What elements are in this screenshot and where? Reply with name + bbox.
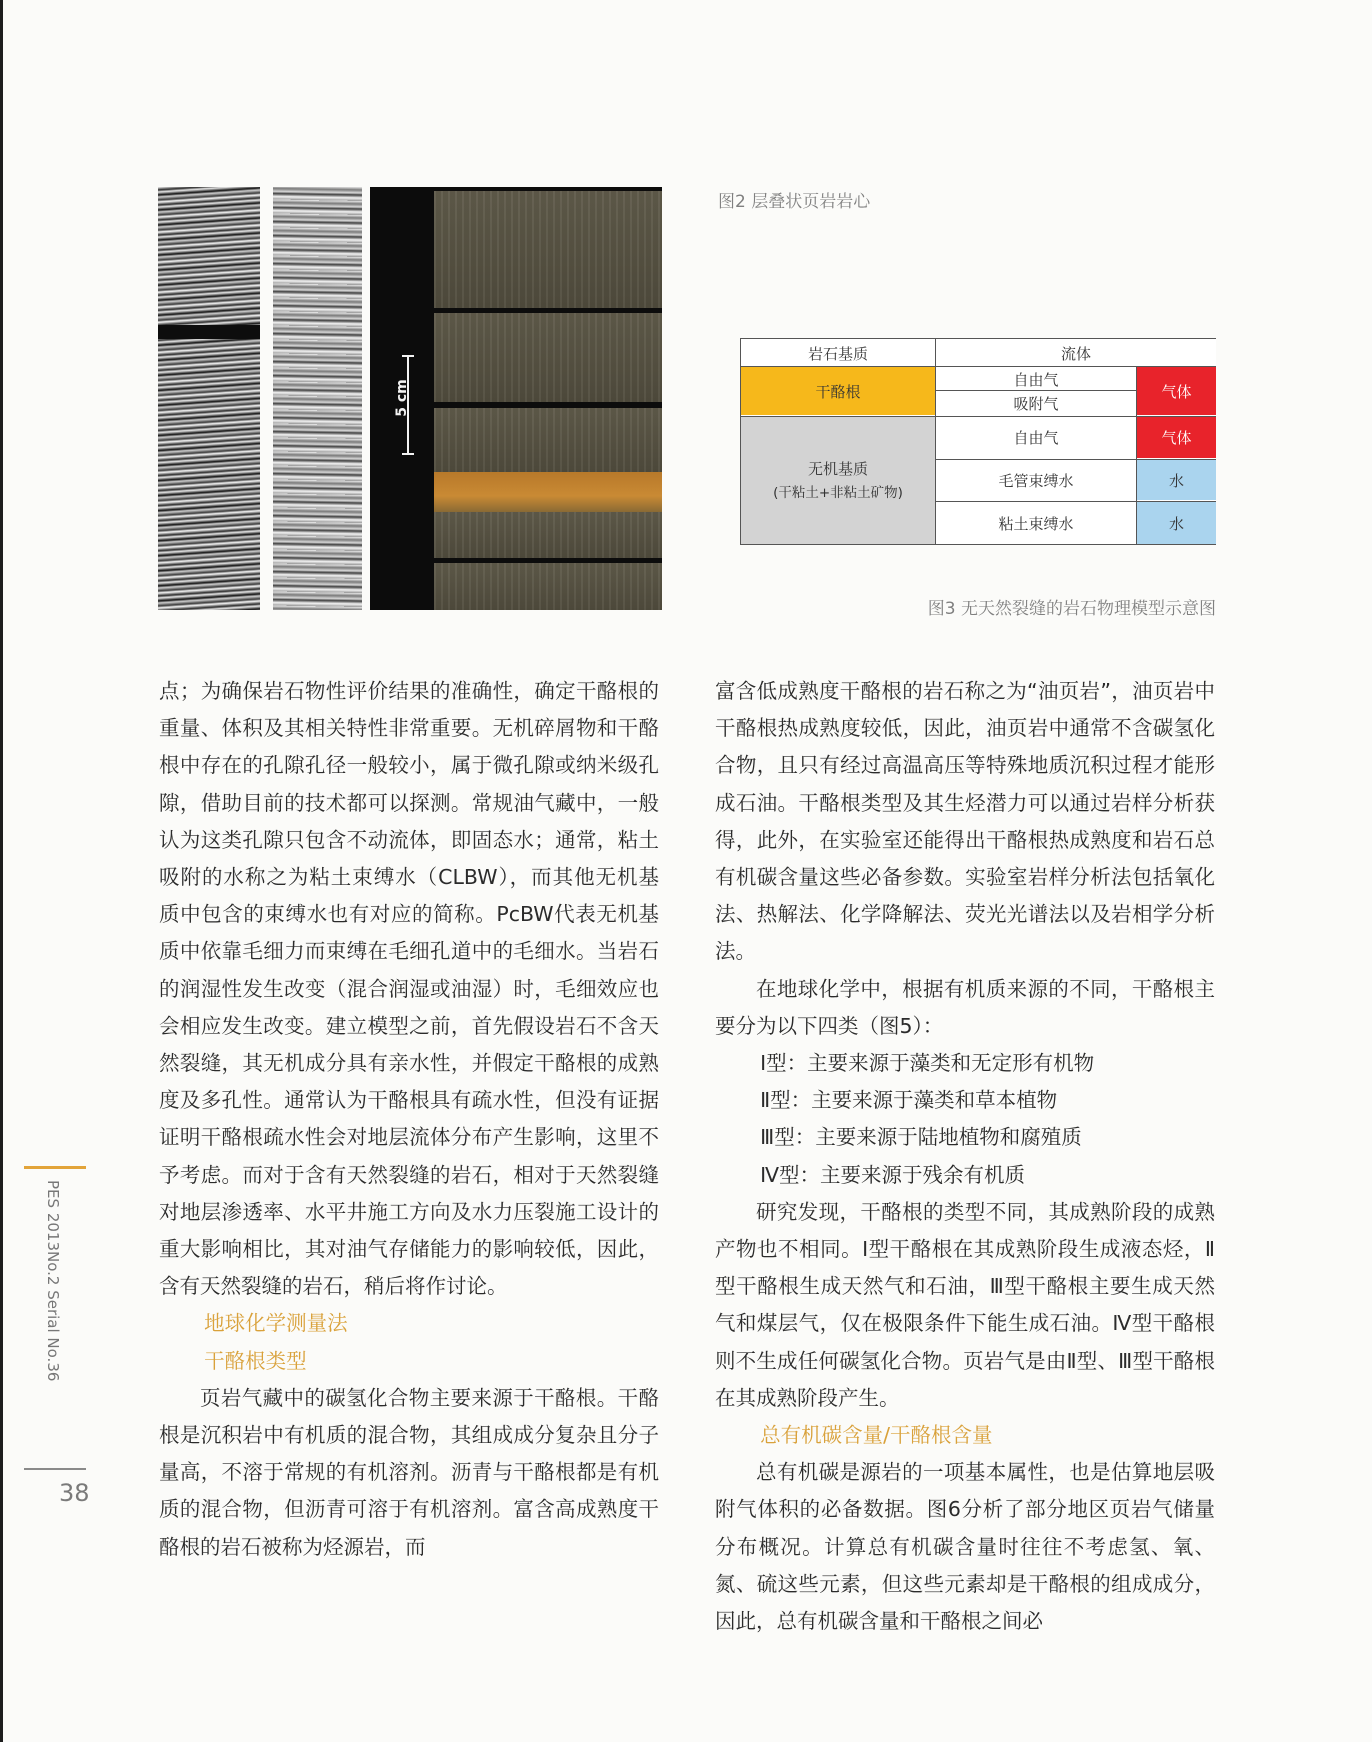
inorganic-label: 无机基质	[807, 459, 868, 478]
core-segment	[434, 512, 662, 558]
gas-cell-2: 气体	[1137, 417, 1216, 458]
water-cell-2: 水	[1137, 502, 1216, 544]
core-segment	[434, 408, 662, 472]
kerogen-cell: 干酪根	[741, 367, 935, 415]
water-cell-1: 水	[1137, 460, 1216, 500]
core-segment-amber	[434, 472, 662, 512]
list-item: Ⅰ型：主要来源于藻类和无定形有机物	[760, 1051, 1095, 1076]
core-scan-strip-2	[273, 187, 362, 610]
core-photo-strip	[370, 187, 662, 610]
page-number: 38	[59, 1479, 90, 1507]
table-line	[935, 339, 936, 544]
table-line	[936, 459, 1216, 460]
list-item: Ⅱ型：主要来源于藻类和草本植物	[760, 1088, 1058, 1113]
scale-label: 5 cm	[394, 379, 410, 417]
figure-3-caption: 图3 无天然裂缝的岩石物理模型示意图	[927, 599, 1216, 619]
table-line	[1136, 367, 1137, 544]
paragraph: 页岩气藏中的碳氢化合物主要来源于干酪根。干酪根是沉积岩中有机质的混合物，其组成成分复杂且分子量高，不溶于常规的有机溶剂。沥青与干酪根都是有机质的混合物，但沥青可溶于有机溶剂。富含高成熟度干酪根的岩石被称为烃源岩，而	[159, 1385, 659, 1559]
capillary-water-cell: 毛管束缚水	[998, 471, 1074, 490]
inorganic-matrix-cell	[741, 417, 935, 544]
paragraph: 富含低成熟度干酪根的岩石称之为“油页岩”，油页岩中干酪根热成熟度较低，因此，油页岩中通常不含碳氢化合物，且只有经过高温高压等特殊地质沉积过程才能形成石油。干酪根类型及其生烃潜力可以通过岩样分析获得，此外，在实验室还能得出干酪根热成熟度和岩石总有机碳含量这些必备参数。实验室岩样分析法包括氧化法、热解法、化学降解法、荧光光谱法以及岩相学分析法。	[715, 679, 1215, 964]
paragraph: 总有机碳是源岩的一项基本属性，也是估算地层吸附气体积的必备数据。图6分析了部分地区页岩气储量分布概况。计算总有机碳含量时往往不考虑氢、氧、氮、硫这些元素，但这些元素却是干酪根的组成成分，因此，总有机碳含量和干酪根之间必	[715, 1460, 1215, 1634]
paragraph: 研究发现，干酪根的类型不同，其成熟阶段的成熟产物也不相同。Ⅰ型干酪根在其成熟阶段生成液态烃，Ⅱ型干酪根生成天然气和石油，Ⅲ型干酪根主要生成天然气和煤层气，仅在极限条件下能生成石油。Ⅳ型干酪根则不生成任何碳氢化合物。页岩气是由Ⅱ型、Ⅲ型干酪根在其成熟阶段产生。	[715, 1199, 1215, 1410]
table-line	[936, 390, 1136, 391]
figure-2-caption: 图2 层叠状页岩岩心	[718, 192, 871, 212]
page-edge	[0, 0, 3, 1742]
margin-accent-line	[24, 1166, 86, 1169]
subsection-heading: 总有机碳含量/干酪根含量	[760, 1423, 993, 1448]
table-line	[741, 366, 1216, 367]
table-line	[741, 416, 1216, 417]
figure-3-table	[740, 338, 1216, 545]
running-head: PES 2013No.2 Serial No.36	[44, 1180, 62, 1382]
header-matrix: 岩石基质	[807, 344, 868, 363]
inorganic-sublabel: (干粘土+非粘土矿物)	[773, 484, 903, 501]
list-item: Ⅳ型：主要来源于残余有机质	[760, 1162, 1026, 1187]
margin-rule	[24, 1468, 86, 1470]
core-scan-strip-1	[158, 187, 260, 610]
clay-water-cell: 粘土束缚水	[998, 514, 1074, 533]
paragraph: 点；为确保岩石物性评价结果的准确性，确定干酪根的重量、体积及其相关特性非常重要。无机碎屑物和干酪根中存在的孔隙孔径一般较小，属于微孔隙或纳米级孔隙，借助目前的技术都可以探测。常规油气藏中，一般认为这类孔隙只包含不动流体，即固态水；通常，粘土吸附的水称之为粘土束缚水（CLBW），而其他无机基质中包含的束缚水也有对应的简称。PcBW代表无机基质中依靠毛细力而束缚在毛细孔道中的毛细水。当岩石的润湿性发生改变（混合润湿或油湿）时，毛细效应也会相应发生改变。建立模型之前，首先假设岩石不含天然裂缝，其无机成分具有亲水性，并假定干酪根的成熟度及多孔性。通常认为干酪根具有疏水性，但没有证据证明干酪根疏水性会对地层流体分布产生影响，这里不予考虑。而对于含有天然裂缝的岩石，相对于天然裂缝对地层渗透率、水平井施工方向及水力压裂施工设计的重大影响相比，其对油气存储能力的影响较低，因此，含有天然裂缝的岩石，稍后将作讨论。	[159, 679, 659, 1299]
paragraph: 在地球化学中，根据有机质来源的不同，干酪根主要分为以下四类（图5）：	[715, 976, 1215, 1038]
left-text-column	[159, 673, 659, 1566]
gas-cell-1: 气体	[1137, 367, 1216, 415]
table-line	[936, 501, 1216, 502]
free-gas-cell: 自由气	[1013, 370, 1059, 389]
free-gas-cell-2: 自由气	[1013, 429, 1059, 447]
list-item: Ⅲ型：主要来源于陆地植物和腐殖质	[760, 1125, 1082, 1150]
figure-2-core-photo	[158, 187, 662, 610]
section-heading: 地球化学测量法	[204, 1311, 348, 1336]
header-fluid: 流体	[1060, 344, 1091, 363]
core-segment	[434, 191, 662, 308]
right-text-column	[715, 673, 1215, 1640]
subsection-heading: 干酪根类型	[204, 1348, 307, 1373]
core-segment	[434, 563, 662, 610]
core-segment	[434, 313, 662, 402]
adsorbed-gas-cell: 吸附气	[1013, 394, 1059, 413]
